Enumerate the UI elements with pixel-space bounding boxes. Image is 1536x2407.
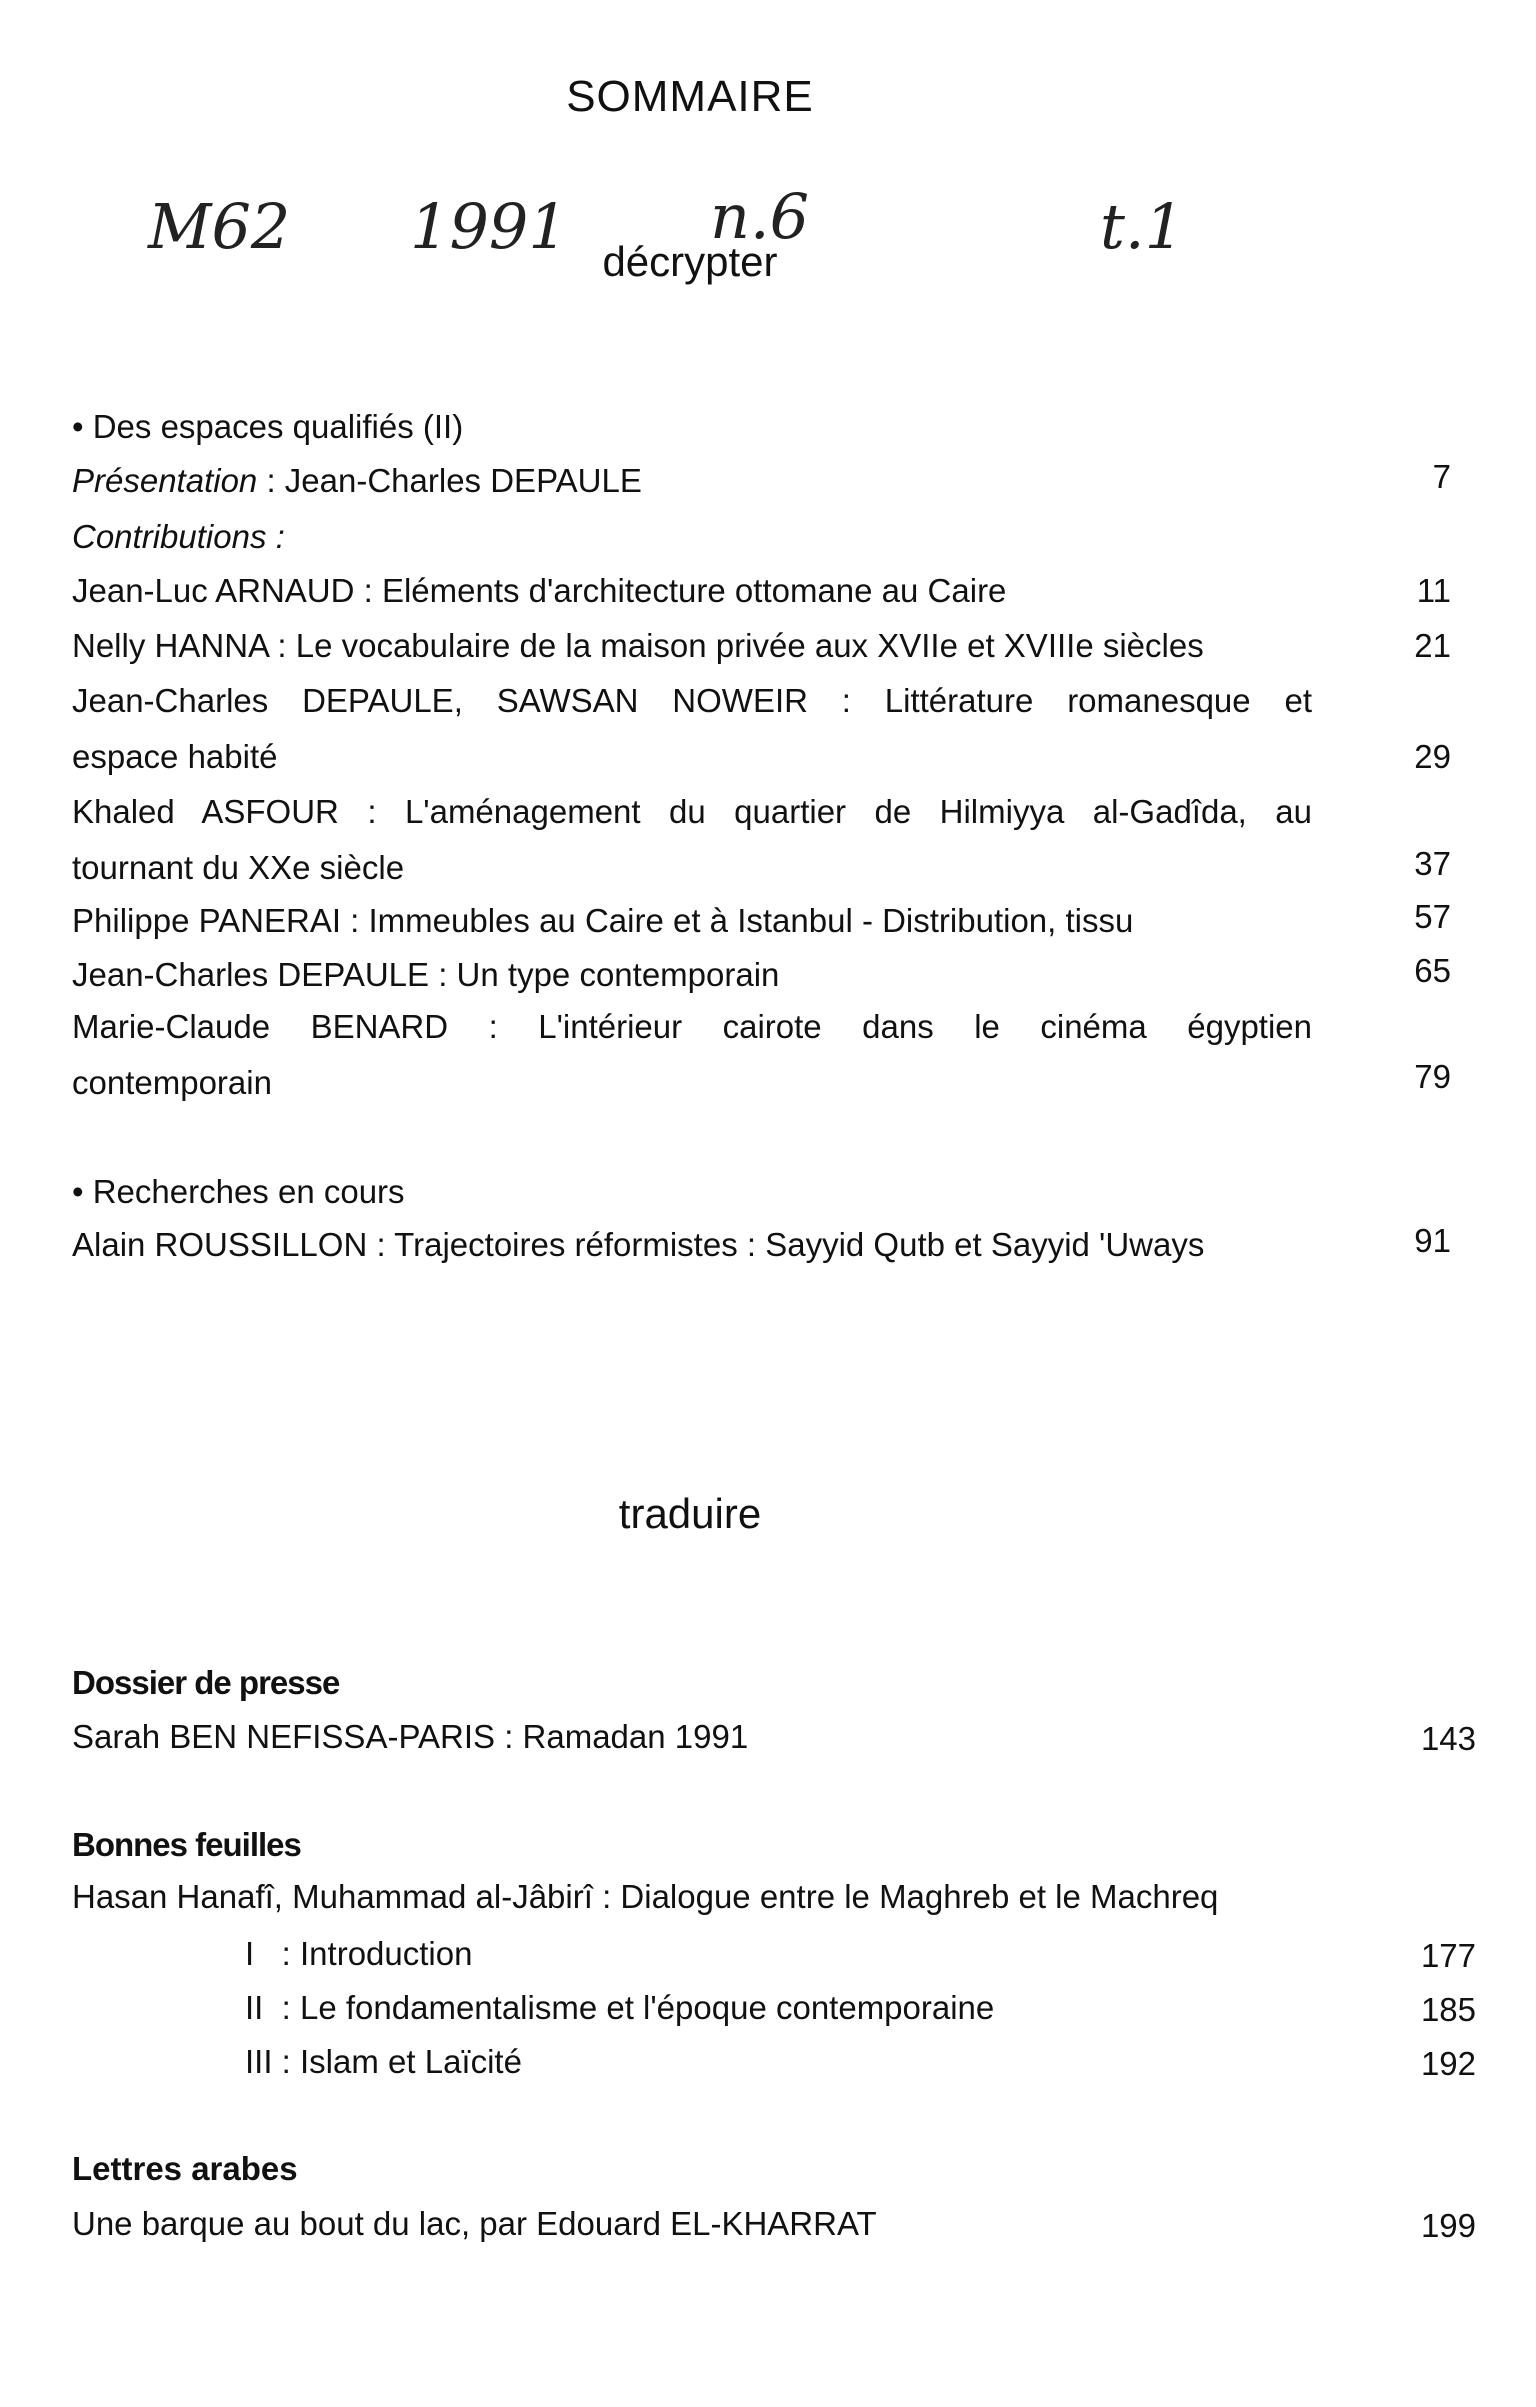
handwritten-volume: t.1 bbox=[1100, 190, 1185, 263]
toc-entry-hanna: Nelly HANNA : Le vocabulaire de la maison privée aux XVIIe et XVIIIe siècles bbox=[72, 627, 1204, 664]
page-number: 21 bbox=[1414, 627, 1451, 664]
toc-entry-ben-nefissa: Sarah BEN NEFISSA-PARIS : Ramadan 1991 bbox=[72, 1718, 749, 1755]
page-number: 185 bbox=[1420, 1991, 1476, 2028]
page-number: 177 bbox=[1420, 1937, 1476, 1974]
toc-entry-asfour-cont: tournant du XXe siècle bbox=[72, 849, 405, 886]
subsection-heading-bonnes-feuilles: Bonnes feuilles bbox=[72, 1826, 301, 1863]
page-number: 65 bbox=[1414, 952, 1451, 989]
toc-entry-depaule: Jean-Charles DEPAULE : Un type contemporain bbox=[72, 956, 780, 993]
section-title-traduire: traduire bbox=[618, 1490, 762, 1537]
subsection-heading-dossier: Dossier de presse bbox=[72, 1664, 340, 1701]
toc-part-introduction: I : Introduction bbox=[245, 1935, 473, 1972]
presentation-text: : Jean-Charles DEPAULE bbox=[257, 462, 642, 499]
page-number: 7 bbox=[1432, 458, 1451, 495]
subsection-heading-lettres-arabes: Lettres arabes bbox=[72, 2150, 298, 2187]
toc-part-fondamentalisme: II : Le fondamentalisme et l'époque contemporaine bbox=[245, 1989, 995, 2026]
toc-entry-asfour: Khaled ASFOUR : L'aménagement du quartier de Hilmiyya al-Gadîda, au bbox=[72, 793, 1312, 830]
section-title-decrypter: décrypter bbox=[602, 238, 778, 285]
contributions-label: Contributions : bbox=[72, 518, 285, 555]
page-number: 192 bbox=[1420, 2045, 1476, 2082]
handwritten-year: 1991 bbox=[410, 190, 568, 263]
toc-entry-benard-cont: contemporain bbox=[72, 1064, 272, 1101]
page-number: 79 bbox=[1414, 1058, 1451, 1095]
page-number: 37 bbox=[1414, 845, 1451, 882]
section-heading-recherches: • Recherches en cours bbox=[72, 1173, 405, 1210]
section-heading-espaces: • Des espaces qualifiés (II) bbox=[72, 408, 464, 445]
toc-entry-depaule-noweir: Jean-Charles DEPAULE, SAWSAN NOWEIR : Littérature romanesque et bbox=[72, 682, 1312, 719]
page-number: 29 bbox=[1414, 738, 1451, 775]
page-number: 11 bbox=[1416, 572, 1451, 609]
toc-entry-el-kharrat: Une barque au bout du lac, par Edouard EL-KHARRAT bbox=[72, 2205, 877, 2242]
page-number: 199 bbox=[1420, 2207, 1476, 2244]
handwritten-issue-number: n.6 bbox=[710, 180, 810, 253]
page-title: SOMMAIRE bbox=[566, 72, 814, 121]
presentation-entry bbox=[72, 462, 1312, 500]
toc-entry-arnaud: Jean-Luc ARNAUD : Eléments d'architecture ottomane au Caire bbox=[72, 572, 1007, 609]
toc-entry-hanafi-jabiri: Hasan Hanafî, Muhammad al-Jâbirî : Dialogue entre le Maghreb et le Machreq bbox=[72, 1878, 1219, 1915]
toc-entry-benard: Marie-Claude BENARD : L'intérieur cairote dans le cinéma égyptien bbox=[72, 1008, 1312, 1045]
page-number: 143 bbox=[1420, 1720, 1476, 1757]
toc-entry-roussillon: Alain ROUSSILLON : Trajectoires réformistes : Sayyid Qutb et Sayyid 'Uways bbox=[72, 1226, 1205, 1263]
page-number: 91 bbox=[1414, 1222, 1451, 1259]
toc-part-laicite: III : Islam et Laïcité bbox=[245, 2043, 522, 2080]
page-number: 57 bbox=[1414, 898, 1451, 935]
handwritten-shelfmark-1: M62 bbox=[148, 190, 291, 263]
toc-entry-panerai: Philippe PANERAI : Immeubles au Caire et à Istanbul - Distribution, tissu bbox=[72, 902, 1134, 939]
presentation-label: Présentation bbox=[72, 462, 258, 499]
toc-entry-depaule-noweir-cont: espace habité bbox=[72, 738, 278, 775]
